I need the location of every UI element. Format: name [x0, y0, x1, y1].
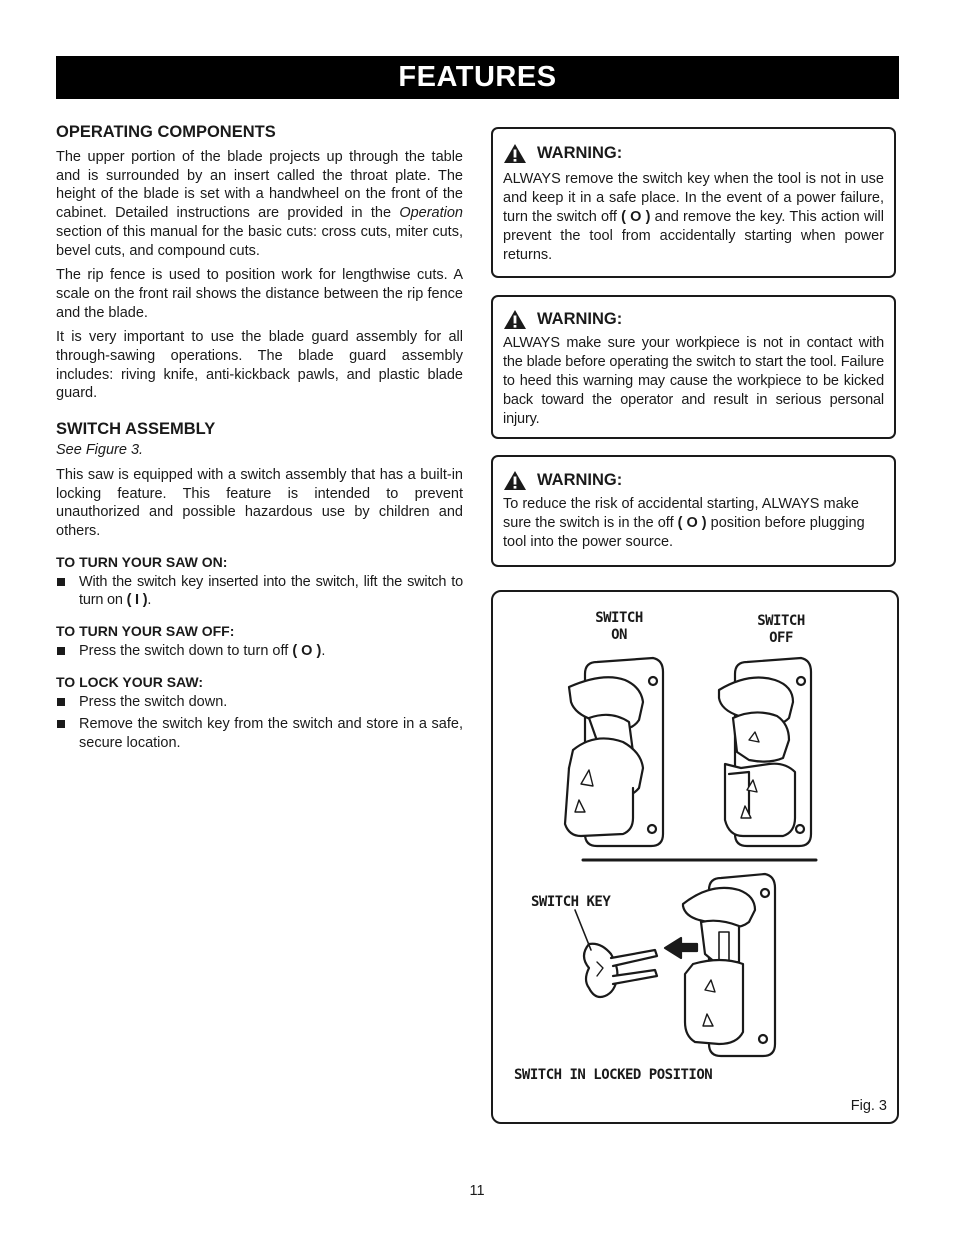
- warning-triangle-icon: [503, 143, 527, 164]
- turn-off-text: Press the switch down to turn off: [79, 643, 293, 660]
- warning-title: WARNING:: [537, 144, 623, 163]
- turn-on-end: .: [147, 592, 152, 609]
- left-column: [56, 122, 463, 757]
- warning-title: WARNING:: [537, 471, 623, 490]
- lock-bullet-2-text: Remove the switch key from the switch and store in a safe, secure location.: [79, 716, 463, 752]
- switch-assembly-heading: SWITCH ASSEMBLY: [56, 420, 216, 439]
- turn-on-symbol: ( I ): [126, 592, 148, 609]
- lock-bullet-1-text: Press the switch down.: [79, 693, 228, 710]
- page-title: FEATURES: [56, 56, 899, 99]
- warning-triangle-icon: [503, 309, 527, 330]
- bullet-square-icon: [57, 698, 65, 706]
- turn-off-heading: TO TURN YOUR SAW OFF:: [56, 623, 235, 640]
- warning-1-text-b: and remove the key. This action will prevent the tool from accidentally starting when power returns.: [503, 208, 884, 263]
- figure-3-box: [491, 590, 899, 1124]
- page-number: 11: [469, 1183, 485, 1199]
- turn-on-heading: TO TURN YOUR SAW ON:: [56, 553, 228, 570]
- warning-1-text-a: ALWAYS remove the switch key when the tool is not in use and keep it in a safe place. In the event of a power failure, turn the switch off: [503, 171, 884, 225]
- warning-box-3: [491, 455, 896, 567]
- turn-off-end: .: [321, 643, 326, 660]
- warning-title: WARNING:: [537, 310, 623, 329]
- para1-text-b: section of this manual for the basic cuts: cross cuts, miter cuts, bevel cuts, and compound cuts.: [56, 223, 463, 259]
- turn-on-text: With the switch key inserted into the switch, lift the switch to turn on: [79, 573, 463, 609]
- warning-triangle-icon: [503, 470, 527, 491]
- switch-on-drawing: [565, 658, 663, 846]
- lock-bullet-2: [56, 715, 463, 752]
- bullet-square-icon: [57, 578, 65, 586]
- para1-italic: Operation: [399, 205, 463, 222]
- switch-off-label: SWITCH OFF: [757, 613, 805, 646]
- bullet-square-icon: [57, 720, 65, 728]
- warning-3-text-b: position before plugging tool into the power source.: [503, 514, 865, 550]
- para1-text-a: The upper portion of the blade projects up through the table and is surrounded by an insert called the throat plate. The height of the blade is set with a handwheel on the front of the cabinet. Detailed instructions are provided in the: [56, 149, 463, 222]
- figure-caption: Fig. 3: [850, 1098, 887, 1114]
- warning-text: ALWAYS make sure your workpiece is not in contact with the blade before operating the switch to start the tool. Failure to heed this warning may cause the workpiece to be kicked back toward the operator and result in serious personal injury.: [503, 335, 884, 427]
- turn-on-bullet: [56, 573, 463, 610]
- warning-3-text-a: To reduce the risk of accidental starting, ALWAYS make sure the switch is in the off: [503, 496, 859, 531]
- see-figure-note: See Figure 3.: [56, 442, 144, 459]
- bullet-square-icon: [57, 647, 65, 655]
- warning-text: [503, 170, 884, 265]
- warning-heading: [503, 470, 884, 491]
- operating-components-paragraph-3: It is very important to use the blade guard assembly for all through-sawing operations. The blade guard assembly includes: riving knife, anti-kickback pawls, and plastic blade guard.: [56, 329, 463, 402]
- switch-assembly-paragraph: This saw is equipped with a switch assembly that has a built-in locking feature. This feature is intended to prevent unauthorized and possible hazardous use by children and others.: [56, 466, 463, 539]
- switch-off-drawing: [719, 658, 811, 846]
- turn-off-symbol: ( O ): [292, 643, 322, 660]
- operating-components-paragraph-1: [56, 148, 463, 260]
- warning-text: [503, 495, 884, 552]
- switch-locked-label: SWITCH IN LOCKED POSITION: [514, 1067, 713, 1083]
- warning-3-symbol: ( O ): [677, 514, 707, 531]
- warning-box-2: [491, 295, 896, 439]
- operating-components-paragraph-2: The rip fence is used to position work for lengthwise cuts. A scale on the front rail shows the distance between the rip fence and the blade.: [56, 267, 463, 321]
- warning-heading: [503, 309, 884, 330]
- switch-illustration: [493, 592, 896, 1121]
- switch-key-label: SWITCH KEY: [531, 894, 611, 910]
- switch-on-label: SWITCH ON: [595, 610, 643, 643]
- turn-off-bullet: [56, 642, 463, 661]
- warning-box-1: [491, 127, 896, 278]
- lock-heading: TO LOCK YOUR SAW:: [56, 673, 204, 690]
- operating-components-heading: OPERATING COMPONENTS: [56, 123, 276, 141]
- lock-bullet-1: [56, 693, 463, 712]
- warning-heading: [503, 143, 884, 164]
- warning-1-symbol: ( O ): [621, 208, 651, 225]
